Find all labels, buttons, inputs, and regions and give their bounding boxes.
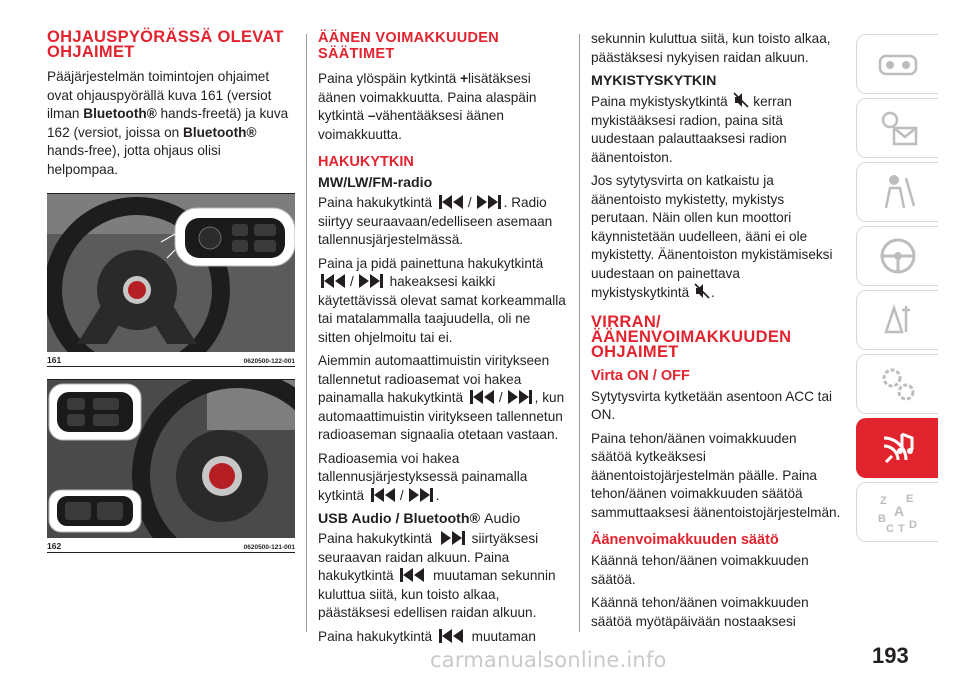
seek-back-icon — [319, 274, 349, 288]
radio-subheading: MW/LW/FM-radio — [318, 175, 433, 191]
column-divider — [306, 34, 307, 632]
tab-maintenance[interactable] — [856, 354, 938, 414]
onoff-heading: Virta ON / OFF — [591, 367, 690, 384]
seatbelt-airbag-icon — [876, 170, 920, 214]
figure-161-photo — [47, 194, 295, 352]
figure-161-number: 161 — [47, 355, 62, 365]
car-dashboard-icon — [876, 42, 920, 86]
radio-paragraph-1: Paina hakukytkintä / . Radio siirtyy seuraavaan/edelliseen asemaan tallennusjärjestelmässä. — [318, 195, 553, 247]
mute-icon — [733, 92, 749, 108]
index-letter: T — [897, 523, 905, 534]
section-heading-power-volume: VIRRAN/ ÄÄNENVOIMAKKUUDEN OHJAIMET — [591, 312, 792, 361]
index-letters-icon — [876, 490, 920, 534]
intro-paragraph: Pääjärjestelmän toimintojen ohjaimet ovat ohjauspyörällä kuva 161 (versiot ilman Bluetooth® hands-freetä) ja kuva 162 (versiot, joissa on Bluetooth® hands-free), jotta ohjaus olisi helpompaa. — [47, 69, 289, 177]
steering-wheel-icon — [876, 234, 920, 278]
seek-back-icon — [437, 195, 467, 209]
page-number: 193 — [872, 643, 909, 668]
tab-multimedia[interactable] — [856, 418, 938, 478]
tab-safety[interactable] — [856, 162, 938, 222]
usb-paragraph-2: Paina hakukytkintä muutaman — [318, 628, 536, 644]
seek-back-icon — [437, 629, 467, 643]
column-1 — [47, 30, 295, 553]
maintenance-gears-icon — [876, 362, 920, 406]
tab-driving[interactable] — [856, 226, 938, 286]
seek-back-icon — [398, 568, 428, 582]
usb-paragraph-1: Paina hakukytkintä siirtyäksesi seuraavan raidan alkuun. Paina hakukytkintä muutaman sekunnin kuluttua siitä, kun toisto alkaa, päästäksesi edellisen raidan alkuun. — [318, 531, 556, 620]
column-divider — [579, 34, 580, 632]
volume-adjust-paragraph-1: Käännä tehon/äänen voimakkuuden säätöä. — [591, 553, 809, 587]
onoff-paragraph-2: Paina tehon/äänen voimakkuuden säätöä kytkeäksesi äänentoistojärjestelmän päälle. Paina tehon/äänen voimakkuuden säätöä sammuttaaksesi äänentoistojärjestelmän. — [591, 430, 841, 520]
warning-lights-icon — [876, 106, 920, 150]
tab-dashboard[interactable] — [856, 34, 938, 94]
figure-161-caption — [47, 352, 295, 367]
mute-paragraph-1: Paina mykistyskytkintä kerran mykistääksesi radion, paina sitä uudestaan palauttaaksesi radion äänentoiston. — [591, 94, 792, 165]
radio-paragraph-4: Radioasemia voi hakea tallennusjärjestyksessä painamalla kytkintä / . — [318, 450, 528, 503]
section-heading-seek: HAKUKYTKIN — [318, 154, 414, 170]
index-letter: E — [905, 493, 913, 505]
breakdown-tools-icon — [876, 298, 920, 342]
continued-paragraph: sekunnin kuluttua siitä, kun toisto alkaa, päästäksesi nykyisen raidan alkuun. — [591, 31, 831, 65]
figure-162-photo — [47, 380, 295, 538]
mute-icon — [694, 283, 710, 299]
mute-heading: MYKISTYSKYTKIN — [591, 73, 717, 89]
usb-subheading: USB Audio / Bluetooth® Audio — [318, 511, 521, 527]
figure-162-number: 162 — [47, 541, 62, 551]
seek-back-icon — [369, 488, 399, 502]
volume-adjust-paragraph-2: Käännä tehon/äänen voimakkuuden säätöä myötäpäivään nostaaksesi — [591, 595, 809, 629]
onoff-paragraph-1: Sytytysvirta kytketään asentoon ACC tai ON. — [591, 388, 833, 422]
seek-forward-icon — [473, 195, 503, 209]
index-letter: D — [908, 519, 917, 531]
index-letter: B — [877, 513, 886, 525]
watermark: carmanualsonline.info — [430, 648, 667, 672]
mute-paragraph-2: Jos sytytysvirta on katkaistu ja äänentoisto mykistetty, mykistys perutaan. Näin ollen kun moottori käynnistetään uudelleen, ääni ei ole mykistetty. Äänentoiston mykistämiseksi uudestaan on painettava mykistyskytkintä . — [591, 173, 833, 300]
section-heading-volume-controls: ÄÄNEN VOIMAKKUUDEN SÄÄTIMET — [318, 30, 500, 62]
tab-warning-lights[interactable] — [856, 98, 938, 158]
section-heading-steering-controls: OHJAUSPYÖRÄSSÄ OLEVAT OHJAIMET — [47, 28, 284, 61]
volume-adjust-heading: Äänenvoimakkuuden säätö — [591, 532, 779, 548]
multimedia-icon — [876, 426, 920, 470]
chapter-sidebar — [856, 34, 938, 546]
volume-paragraph: Paina ylöspäin kytkintä +lisätäksesi äänen voimakkuutta. Paina alaspäin kytkintä –vähentääksesi äänen voimakkuutta. — [318, 71, 537, 142]
tab-index[interactable] — [856, 482, 938, 542]
column-2 — [318, 30, 566, 651]
figure-162-code: 0620500-121-001 — [243, 544, 295, 551]
seek-forward-icon — [405, 488, 435, 502]
index-letter: A — [893, 503, 904, 519]
seek-back-icon — [468, 390, 498, 404]
radio-paragraph-3: Aiemmin automaattimuistin viritykseen tallennetut radioasemat voi hakea painamalla hakukytkintä / , kun automaattimuistin viritykseen tallennetun radioaseman signaalia otetaan vastaan. — [318, 353, 565, 442]
figure-162-caption — [47, 538, 295, 553]
seek-forward-icon — [504, 390, 534, 404]
index-letter: C — [885, 523, 894, 534]
column-3 — [591, 30, 841, 636]
seek-forward-icon — [437, 531, 467, 545]
radio-paragraph-2: Paina ja pidä painettuna hakukytkintä / hakeaksesi kaikki käytettävissä olevat samat korkeammalla tai matalammalla taajuudella, oli ne sitten ohjelmoitu tai ei. — [318, 255, 566, 345]
seek-forward-icon — [355, 274, 385, 288]
index-letter: Z — [879, 495, 887, 507]
tab-emergency[interactable] — [856, 290, 938, 350]
figure-161-code: 0620500-122-001 — [243, 358, 295, 365]
